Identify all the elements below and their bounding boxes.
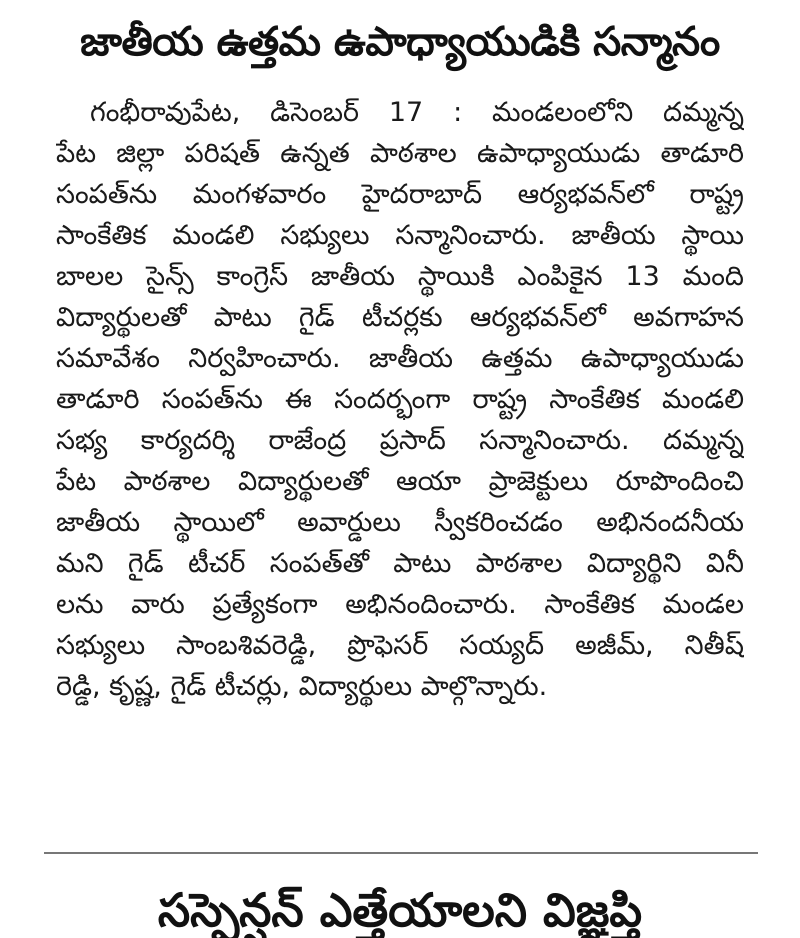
section-divider [44,852,758,854]
article-line: లను వారు ప్రత్యేకంగా అభినందించారు. సాంకేతిక మండల [56,589,744,620]
article-body [56,92,744,707]
article-line: సభ్య కార్యదర్శి రాజేంద్ర ప్రసాద్ సన్మానించారు. దమ్మన్న [56,425,744,456]
article-line: సాంకేతిక మండలి సభ్యులు సన్మానించారు. జాతీయ స్థాయి [56,220,744,251]
article-line: సమావేశం నిర్వహించారు. జాతీయ ఉత్తమ ఉపాధ్యాయుడు [56,343,744,374]
article-line: పేట పాఠశాల విద్యార్థులతో ఆయా ప్రాజెక్టులు రూపొందించి [56,466,744,497]
article-line: గంభీరావుపేట, డిసెంబర్ 17 : మండలంలోని దమ్మన్న [90,97,744,128]
article-line: సభ్యులు సాంబశివరెడ్డి, ప్రొఫెసర్ సయ్యద్ అజీమ్, నితీష్ [56,630,744,661]
article-line: సంపత్‌ను మంగళవారం హైదరాబాద్ ఆర్యభవన్‌లో రాష్ట్ర [56,179,744,210]
article-line: జాతీయ స్థాయిలో అవార్డులు స్వీకరించడం అభినందనీయ [56,507,744,538]
article-headline: జాతీయ ఉత్తమ ఉపాధ్యాయుడికి సన్మానం [80,19,720,65]
article-line: మని గైడ్ టీచర్ సంపత్‌తో పాటు పాఠశాల విద్యార్థిని వినీ [56,548,744,579]
article-line: విద్యార్థులతో పాటు గైడ్ టీచర్లకు ఆర్యభవన్‌లో అవగాహన [56,302,744,333]
article-line: రెడ్డి, కృష్ణ, గైడ్ టీచర్లు, విద్యార్థులు పాల్గొన్నారు. [56,671,548,702]
article-line: బాలల సైన్స్ కాంగ్రెస్ జాతీయ స్థాయికి ఎంపికైన 13 మంది [56,261,744,292]
article-line: పేట జిల్లా పరిషత్ ఉన్నత పాఠశాల ఉపాధ్యాయుడు తాడూరి [56,138,744,169]
article-line: తాడూరి సంపత్‌ను ఈ సందర్భంగా రాష్ట్ర సాంకేతిక మండలి [56,384,744,415]
next-article-headline: సస్పెన్షన్ ఎత్తేయాలని విజ్ఞప్తి [157,883,643,937]
